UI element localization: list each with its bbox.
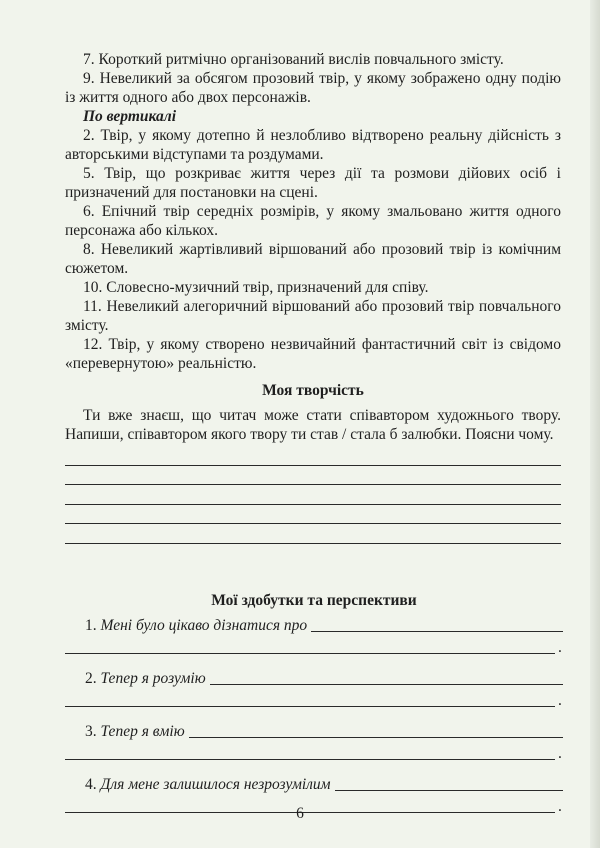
reflection-line-4: .: [65, 794, 563, 816]
creativity-section: [65, 381, 561, 544]
creativity-task: Ти вже знаєш, що читач може стати співавтором художнього твору. Напиши, співавтором якого твору ти став / стала б залюбки. Поясни чому.: [65, 407, 561, 443]
definition-item-9: 9. Невеликий за обсягом прозовий твір, у якому зображено одну подію із життя одного або двох персонажів.: [65, 70, 561, 106]
vertical-heading: По вертикалі: [83, 108, 176, 125]
definition-item-10: 10. Словесно-музичний твір, призначений для співу.: [83, 279, 429, 296]
answer-line[interactable]: [65, 745, 555, 760]
reflection-section: [65, 592, 563, 816]
answer-line[interactable]: [189, 723, 563, 738]
reflection-prompt-1: 1. Мені було цікаво дізнатися про: [65, 616, 563, 635]
definition-item-6: 6. Епічний твір середніх розмірів, у якому змальовано життя одного персонажа або кількох.: [65, 203, 561, 239]
answer-line[interactable]: [65, 505, 561, 525]
reflection-line-3: .: [65, 741, 563, 763]
answer-line[interactable]: [65, 692, 555, 707]
page-number: 6: [296, 805, 304, 822]
reflection-prompt-2: 2. Тепер я розумію: [65, 669, 563, 688]
reflection-prompt-4: 4. Для мене залишилося незрозумілим: [65, 775, 563, 794]
answer-line[interactable]: [65, 485, 561, 505]
creativity-heading: Моя творчість: [262, 382, 364, 399]
answer-line[interactable]: [335, 776, 563, 791]
definition-item-2: 2. Твір, у якому дотепно й незлобливо відтворено реальну дійсність з авторськими відступами та роздумами.: [65, 127, 561, 163]
answer-line[interactable]: [65, 446, 561, 466]
reflection-line-1: .: [65, 635, 563, 657]
definition-item-5: 5. Твір, що розкриває життя через дії та розмови дійових осіб і призначений для постановки на сцені.: [65, 165, 561, 201]
answer-line[interactable]: [65, 466, 561, 486]
answer-line[interactable]: [65, 639, 555, 654]
answer-line[interactable]: [65, 524, 561, 544]
definition-item-8: 8. Невеликий жартівливий віршований або прозовий твір із комічним сюжетом.: [65, 241, 561, 277]
reflection-heading: Мої здобутки та перспективи: [211, 592, 417, 609]
crossword-definitions: [65, 50, 561, 373]
answer-line[interactable]: [210, 670, 563, 685]
page-edge-shadow: [590, 0, 600, 848]
answer-line[interactable]: [311, 617, 563, 632]
definition-item-7: 7. Короткий ритмічно організований вислів повчального змісту.: [83, 51, 504, 68]
definition-item-11: 11. Невеликий алегоричний віршований або прозовий твір повчального змісту.: [65, 298, 561, 334]
reflection-prompt-3: 3. Тепер я вмію: [65, 722, 563, 741]
reflection-line-2: .: [65, 688, 563, 710]
definition-item-12: 12. Твір, у якому створено незвичайний фантастичний світ із свідомо «перевернутою» реальністю.: [65, 336, 561, 372]
answer-lines: [65, 446, 561, 544]
